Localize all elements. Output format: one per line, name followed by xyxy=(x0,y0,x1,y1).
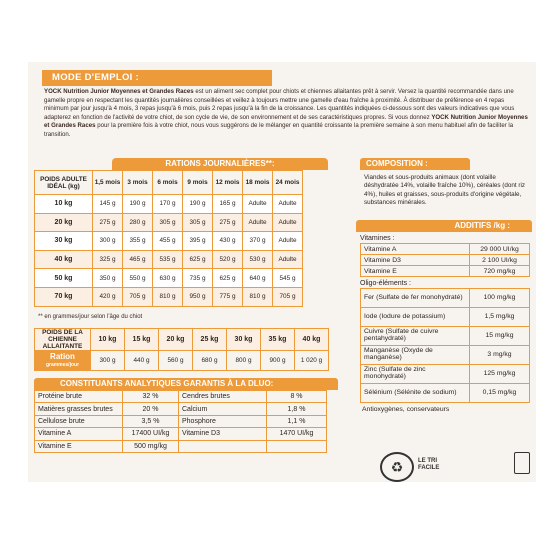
rations-row xyxy=(35,269,303,288)
ration-cell: Adulte xyxy=(273,232,303,251)
additif-row xyxy=(361,266,530,277)
weight-cell: 70 kg xyxy=(35,287,93,306)
composition-section xyxy=(360,158,530,208)
additif-value: 720 mg/kg xyxy=(470,266,530,277)
additif-row xyxy=(361,308,530,327)
rations-row xyxy=(35,213,303,232)
additif-name: Sélénium (Sélénite de sodium) xyxy=(361,384,470,403)
chienne-weight: 15 kg xyxy=(125,329,159,351)
oligo-grid xyxy=(360,288,530,403)
constituant-name xyxy=(179,440,267,452)
ration-cell: 430 g xyxy=(213,232,243,251)
ration-cell: 190 g xyxy=(123,195,153,214)
constituant-value: 17400 UI/kg xyxy=(123,428,179,440)
product-name-2: YOCK Nutrition Junior Moyennes et Grandes Races xyxy=(44,113,528,130)
constituant-row xyxy=(35,440,327,452)
constituant-value: 1470 UI/kg xyxy=(267,428,327,440)
chienne-weight: 30 kg xyxy=(227,329,261,351)
ration-cell: 305 g xyxy=(183,213,213,232)
additif-row xyxy=(361,346,530,365)
rations-row xyxy=(35,250,303,269)
antiox-text: Antioxygènes, conservateurs xyxy=(362,406,450,413)
age-header: 12 mois xyxy=(213,171,243,195)
constituant-row xyxy=(35,391,327,403)
tri-title: LE TRI xyxy=(418,458,437,464)
age-header: 3 mois xyxy=(123,171,153,195)
additif-value: 3 mg/kg xyxy=(470,346,530,365)
constituant-row xyxy=(35,428,327,440)
tri-sub: FACILE xyxy=(418,465,440,471)
rations-row xyxy=(35,287,303,306)
oligo-label: Oligo-éléments : xyxy=(360,280,411,287)
age-header: 1,5 mois xyxy=(93,171,123,195)
ration-cell: 775 g xyxy=(213,287,243,306)
additif-value: 2 100 UI/kg xyxy=(470,255,530,266)
chienne-weight: 25 kg xyxy=(193,329,227,351)
chienne-weight: 35 kg xyxy=(261,329,295,351)
constituant-value: 32 % xyxy=(123,391,179,403)
chienne-table xyxy=(34,328,338,371)
recycling-logos xyxy=(380,452,530,482)
ration-cell: 810 g xyxy=(153,287,183,306)
rations-note: ** en grammes/jour selon l'âge du chiot xyxy=(38,314,143,320)
age-header: 6 mois xyxy=(153,171,183,195)
additif-row xyxy=(361,327,530,346)
ration-cell: 810 g xyxy=(243,287,273,306)
chienne-ration: 900 g xyxy=(261,351,295,371)
mode-emploi-title: MODE D'EMPLOI : xyxy=(42,70,272,86)
ration-sub: grammes/jour xyxy=(45,361,80,368)
chienne-ration: 1 020 g xyxy=(295,351,329,371)
weight-cell: 40 kg xyxy=(35,250,93,269)
rations-table xyxy=(34,158,338,307)
additif-name: Manganèse (Oxyde de manganèse) xyxy=(361,346,470,365)
constituants-grid xyxy=(34,390,327,453)
additif-row xyxy=(361,255,530,266)
chienne-weight: 10 kg xyxy=(91,329,125,351)
ration-label xyxy=(35,351,91,371)
mode-emploi-text xyxy=(44,88,528,140)
product-name: YOCK Nutrition Junior Moyennes et Grandes Races xyxy=(44,88,194,95)
ration-cell: 630 g xyxy=(153,269,183,288)
ration-cell: 705 g xyxy=(273,287,303,306)
additif-name: Zinc (Sulfate de zinc monohydraté) xyxy=(361,365,470,384)
chienne-ration: 800 g xyxy=(227,351,261,371)
additif-value: 1,5 mg/kg xyxy=(470,308,530,327)
ration-cell: 145 g xyxy=(93,195,123,214)
ration-cell: 535 g xyxy=(153,250,183,269)
ration-cell: Adulte xyxy=(243,213,273,232)
ration-cell: 355 g xyxy=(123,232,153,251)
weight-cell: 20 kg xyxy=(35,213,93,232)
constituant-value xyxy=(267,440,327,452)
rations-row xyxy=(35,195,303,214)
chienne-ration: 680 g xyxy=(193,351,227,371)
constituant-name: Cendres brutes xyxy=(179,391,267,403)
additif-name: Vitamine D3 xyxy=(361,255,470,266)
constituant-name: Phosphore xyxy=(179,415,267,427)
ration-cell: 420 g xyxy=(93,287,123,306)
ration-cell: 530 g xyxy=(243,250,273,269)
ration-cell: 625 g xyxy=(183,250,213,269)
additif-name: Cuivre (Sulfate de cuivre pentahydraté) xyxy=(361,327,470,346)
rations-corner: POIDS ADULTE IDÉAL (kg) xyxy=(35,171,93,195)
chienne-grid xyxy=(34,328,329,371)
rations-title: RATIONS JOURNALIÈRES**: xyxy=(112,158,328,170)
ration-cell: 705 g xyxy=(123,287,153,306)
mode-emploi-end: pour la première fois à votre chiot, nous vous suggérons de le mélanger en quantité croissante la première semaine à son menu habituel afin de faciliter la transition. xyxy=(44,122,514,138)
constituant-name: Cellulose brute xyxy=(35,415,123,427)
additif-value: 15 mg/kg xyxy=(470,327,530,346)
ration-cell: 735 g xyxy=(183,269,213,288)
ration-cell: 545 g xyxy=(273,269,303,288)
additif-value: 29 000 UI/kg xyxy=(470,244,530,255)
mode-emploi-body: est un aliment sec complet pour chiots et chiennes allaitantes prêt à servir. Versez la quantité recommandée dans une gamelle propre en respectant les quantités journalières conseillées et veillez à toujours mettre une gamelle d'eau fraîche à proximité. À distribuer de préférence en 4 repas minimum par jour jusqu'à 4 mois, 3 repas jusqu'à 6 mois, puis 2 repas jusqu'à la fin de la croissance. Les quantités indiquées ci-dessous sont des valeurs indicatives que vous adapterez en fonction de l'activité de votre chiot, de son cycle de vie, de son environnement et de ses caractéristiques propres. Si vous donnez xyxy=(44,88,515,121)
constituant-name: Calcium xyxy=(179,403,267,415)
constituant-value: 1,8 % xyxy=(267,403,327,415)
ration-cell: 550 g xyxy=(123,269,153,288)
ration-cell: 275 g xyxy=(213,213,243,232)
constituant-name: Vitamine E xyxy=(35,440,123,452)
constituant-value: 1,1 % xyxy=(267,415,327,427)
constituants-title: CONSTITUANTS ANALYTIQUES GARANTIS À LA DLUO: xyxy=(34,378,338,390)
ration-cell: 300 g xyxy=(93,232,123,251)
ration-cell: 305 g xyxy=(153,213,183,232)
additif-name: Iode (Iodure de potassium) xyxy=(361,308,470,327)
ration-cell: 275 g xyxy=(93,213,123,232)
ration-cell: 395 g xyxy=(183,232,213,251)
constituant-name: Protéine brute xyxy=(35,391,123,403)
weight-cell: 30 kg xyxy=(35,232,93,251)
age-header: 24 mois xyxy=(273,171,303,195)
ration-cell: 455 g xyxy=(153,232,183,251)
weight-cell: 50 kg xyxy=(35,269,93,288)
ration-cell: 950 g xyxy=(183,287,213,306)
ration-title: Ration xyxy=(50,351,75,361)
constituant-name: Matières grasses brutes xyxy=(35,403,123,415)
ration-cell: 640 g xyxy=(243,269,273,288)
ration-cell: Adulte xyxy=(273,250,303,269)
age-header: 18 mois xyxy=(243,171,273,195)
ration-cell: 350 g xyxy=(93,269,123,288)
ration-cell: Adulte xyxy=(243,195,273,214)
bin-icon xyxy=(514,452,530,474)
constituant-value: 3,5 % xyxy=(123,415,179,427)
chienne-weight: 20 kg xyxy=(159,329,193,351)
additif-name: Vitamine E xyxy=(361,266,470,277)
composition-title: COMPOSITION : xyxy=(360,158,470,170)
composition-text: Viandes et sous-produits animaux (dont volaille déshydratée 14%, volaille fraîche 10%), céréales (dont riz 4%), huiles et graisses, sous-produits d'origine végétale, substances minérales. xyxy=(364,174,526,207)
age-header: 9 mois xyxy=(183,171,213,195)
packaging-label xyxy=(28,62,536,482)
tri-label xyxy=(418,458,439,472)
weight-cell: 10 kg xyxy=(35,195,93,214)
ration-cell: 465 g xyxy=(123,250,153,269)
ration-cell: 370 g xyxy=(243,232,273,251)
constituants-table xyxy=(34,378,338,453)
constituant-value: 20 % xyxy=(123,403,179,415)
vitamines-label: Vitamines : xyxy=(360,235,395,242)
additif-name: Vitamine A xyxy=(361,244,470,255)
constituant-value: 8 % xyxy=(267,391,327,403)
ration-cell: 625 g xyxy=(213,269,243,288)
additif-row xyxy=(361,384,530,403)
ration-cell: Adulte xyxy=(273,195,303,214)
chienne-ration: 560 g xyxy=(159,351,193,371)
constituant-value: 500 mg/kg xyxy=(123,440,179,452)
ration-cell: 165 g xyxy=(213,195,243,214)
additifs-section xyxy=(356,220,532,413)
chienne-label: POIDS DE LA CHIENNE ALLAITANTE xyxy=(35,329,91,351)
additif-row xyxy=(361,244,530,255)
chienne-weight: 40 kg xyxy=(295,329,329,351)
additif-value: 0,15 mg/kg xyxy=(470,384,530,403)
constituant-row xyxy=(35,415,327,427)
rations-row xyxy=(35,232,303,251)
additif-row xyxy=(361,289,530,308)
ration-cell: Adulte xyxy=(273,213,303,232)
vitamines-grid xyxy=(360,243,530,277)
constituant-name: Vitamine A xyxy=(35,428,123,440)
ration-cell: 280 g xyxy=(123,213,153,232)
chienne-ration: 440 g xyxy=(125,351,159,371)
additif-value: 100 mg/kg xyxy=(470,289,530,308)
constituant-name: Vitamine D3 xyxy=(179,428,267,440)
ration-cell: 520 g xyxy=(213,250,243,269)
chienne-ration: 300 g xyxy=(91,351,125,371)
additif-name: Fer (Sulfate de fer monohydraté) xyxy=(361,289,470,308)
constituant-row xyxy=(35,403,327,415)
additif-row xyxy=(361,365,530,384)
recycle-icon: ♻ xyxy=(380,452,414,482)
ration-cell: 325 g xyxy=(93,250,123,269)
additifs-title: ADDITIFS /kg : xyxy=(356,220,532,232)
rations-grid xyxy=(34,170,303,307)
ration-cell: 190 g xyxy=(183,195,213,214)
ration-cell: 170 g xyxy=(153,195,183,214)
additif-value: 125 mg/kg xyxy=(470,365,530,384)
